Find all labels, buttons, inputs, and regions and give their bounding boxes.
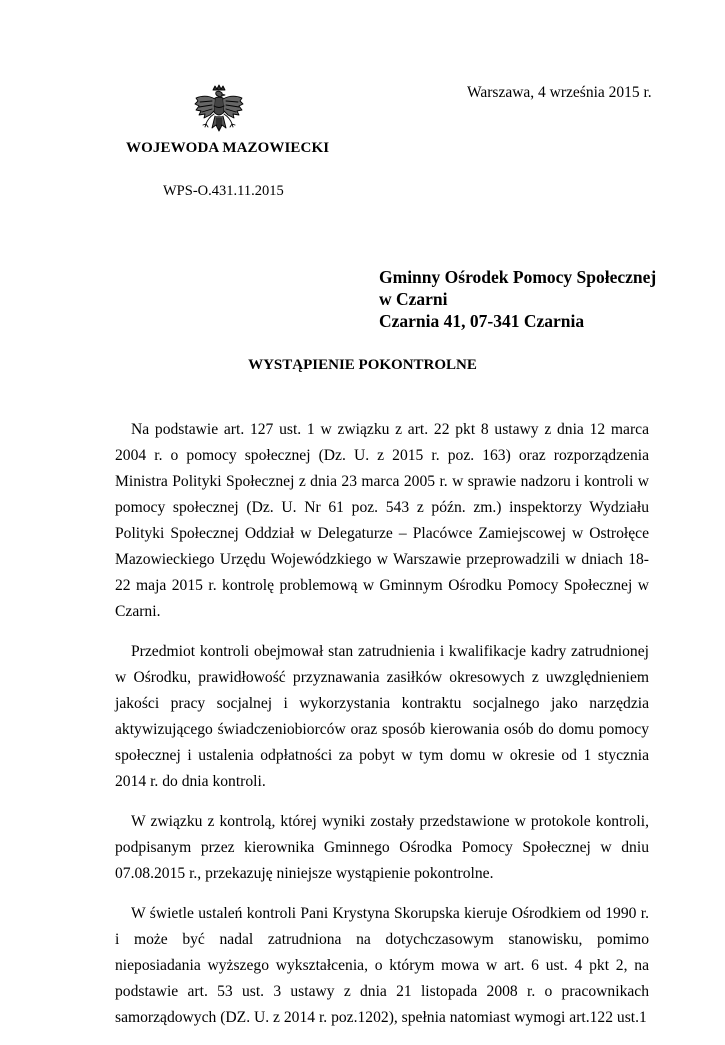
recipient-line: Czarnia 41, 07-341 Czarnia xyxy=(379,311,585,331)
document-body xyxy=(115,417,649,1045)
body-paragraph: W świetle ustaleń kontroli Pani Krystyna Skorupska kieruje Ośrodkiem od 1990 r. i może być nadal zatrudniona na dotychczasowym stanowisku, pomimo nieposiadania wyższego wykształcenia, o którym mowa w art. 6 ust. 4 pkt 2, na podstawie art. 53 ust. 3 ustawy z dnia 21 listopada 2008 r. o pracownikach samorządowych (DZ. U. z 2014 r. poz.1202), spełnia natomiast wymogi art.122 ust.1 xyxy=(115,905,649,1026)
document-title: WYSTĄPIENIE POKONTROLNE xyxy=(248,357,477,373)
recipient-address xyxy=(379,266,656,332)
document-date: Warszawa, 4 września 2015 r. xyxy=(467,84,652,101)
body-paragraph: Na podstawie art. 127 ust. 1 w związku z art. 22 pkt 8 ustawy z dnia 12 marca 2004 r. o pomocy społecznej (Dz. U. z 2015 r. poz. 163) oraz rozporządzenia Ministra Polityki Społecznej z dnia 23 marca 2005 r. w sprawie nadzoru i kontroli w pomocy społecznej (Dz. U. Nr 61 poz. 543 z późn. zm.) inspektorzy Wydziału Polityki Społecznej Oddział w Delegaturze – Placówce Zamiejscowej w Ostrołęce Mazowieckiego Urzędu Wojewódzkiego w Warszawie przeprowadzili w dniach 18-22 maja 2015 r. kontrolę problemową w Gminnym Ośrodku Pomocy Społecznej w Czarni. xyxy=(115,421,649,620)
body-paragraph: Przedmiot kontroli obejmował stan zatrudnienia i kwalifikacje kadry zatrudnionej w Ośrodku, prawidłowość przyznawania zasiłków okresowych z uwzględnieniem jakości pracy socjalnej i wykorzystania kontraktu socjalnego jako narzędzia aktywizującego świadczeniobiorców oraz sposób kierowania osób do domu pomocy społecznej i ustalenia odpłatności za pobyt w tym domu w okresie od 1 stycznia 2014 r. do dnia kontroli. xyxy=(115,643,649,790)
recipient-line: Gminny Ośrodek Pomocy Społecznej xyxy=(379,267,657,287)
recipient-line: w Czarni xyxy=(379,289,448,309)
reference-number: WPS-O.431.11.2015 xyxy=(163,183,284,199)
body-paragraph: W związku z kontrolą, której wyniki zostały przedstawione w protokole kontroli, podpisanym przez kierownika Gminnego Ośrodka Pomocy Społecznej w dniu 07.08.2015 r., przekazuję niniejsze wystąpienie pokontrolne. xyxy=(115,813,649,882)
polish-eagle-emblem-icon xyxy=(190,84,248,140)
issuing-authority: WOJEWODA MAZOWIECKI xyxy=(126,140,330,156)
